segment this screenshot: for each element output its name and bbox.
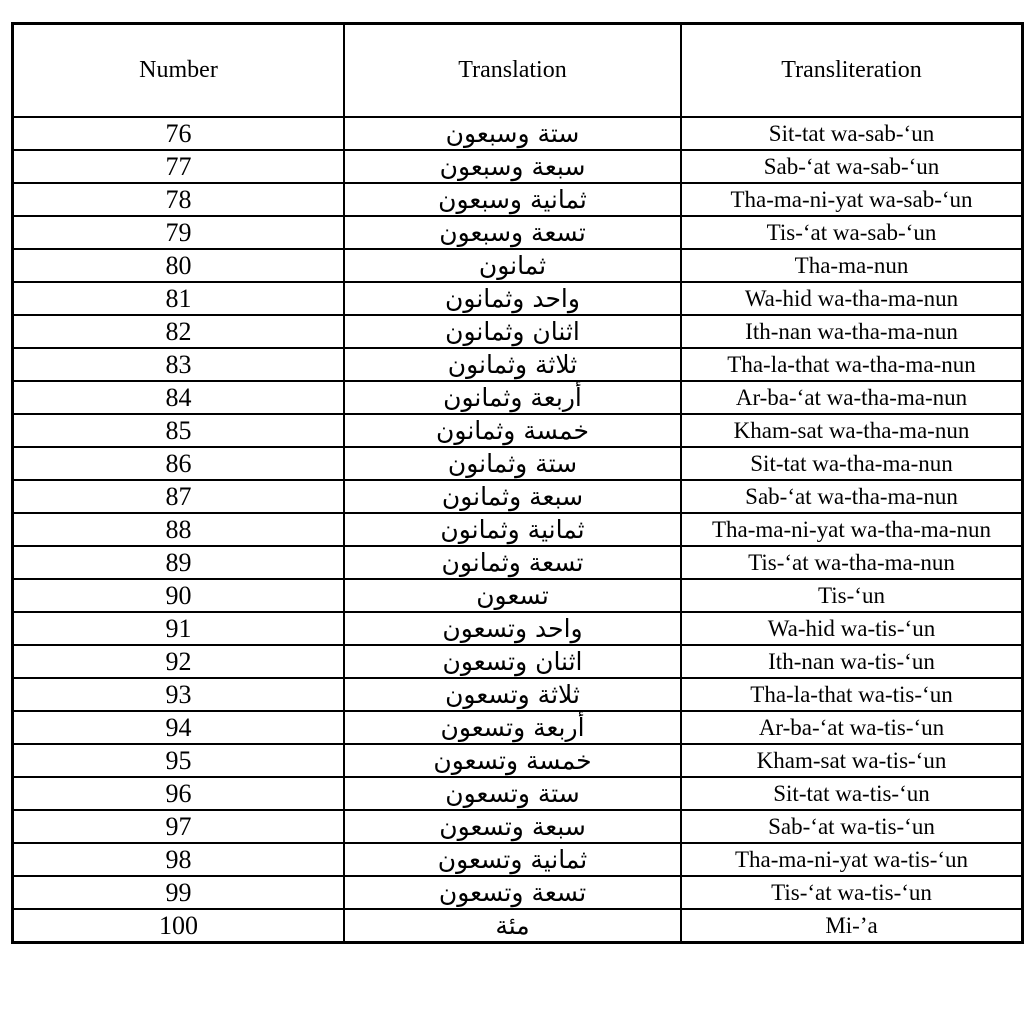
transliteration-cell: Mi-’a <box>681 909 1023 943</box>
table-row <box>13 777 1023 810</box>
number-cell: 77 <box>13 150 345 183</box>
number-cell: 76 <box>13 117 345 150</box>
transliteration-cell: Tha-ma-ni-yat wa-sab-‘un <box>681 183 1023 216</box>
table-row <box>13 315 1023 348</box>
transliteration-cell: Tha-ma-ni-yat wa-tha-ma-nun <box>681 513 1023 546</box>
transliteration-cell: Ar-ba-‘at wa-tis-‘un <box>681 711 1023 744</box>
transliteration-cell: Ith-nan wa-tis-‘un <box>681 645 1023 678</box>
translation-cell: ثلاثة وتسعون <box>344 678 681 711</box>
number-cell: 90 <box>13 579 345 612</box>
table-row <box>13 117 1023 150</box>
number-cell: 92 <box>13 645 345 678</box>
number-cell: 87 <box>13 480 345 513</box>
number-cell: 78 <box>13 183 345 216</box>
transliteration-cell: Tha-la-that wa-tha-ma-nun <box>681 348 1023 381</box>
table-row <box>13 150 1023 183</box>
table-row <box>13 711 1023 744</box>
transliteration-cell: Tis-‘at wa-tha-ma-nun <box>681 546 1023 579</box>
transliteration-cell: Sab-‘at wa-tha-ma-nun <box>681 480 1023 513</box>
table-row <box>13 513 1023 546</box>
number-cell: 81 <box>13 282 345 315</box>
translation-cell: أربعة وتسعون <box>344 711 681 744</box>
translation-cell: ستة وسبعون <box>344 117 681 150</box>
number-cell: 97 <box>13 810 345 843</box>
transliteration-cell: Ith-nan wa-tha-ma-nun <box>681 315 1023 348</box>
transliteration-cell: Tha-ma-nun <box>681 249 1023 282</box>
transliteration-cell: Sab-‘at wa-tis-‘un <box>681 810 1023 843</box>
table-row <box>13 810 1023 843</box>
number-cell: 96 <box>13 777 345 810</box>
number-cell: 88 <box>13 513 345 546</box>
transliteration-cell: Tis-‘un <box>681 579 1023 612</box>
transliteration-cell: Wa-hid wa-tis-‘un <box>681 612 1023 645</box>
header-number: Number <box>13 24 345 118</box>
number-cell: 83 <box>13 348 345 381</box>
number-cell: 82 <box>13 315 345 348</box>
table-row <box>13 546 1023 579</box>
number-cell: 84 <box>13 381 345 414</box>
table-row <box>13 447 1023 480</box>
number-cell: 85 <box>13 414 345 447</box>
translation-cell: تسعون <box>344 579 681 612</box>
table-row <box>13 579 1023 612</box>
transliteration-cell: Tis-‘at wa-sab-‘un <box>681 216 1023 249</box>
number-cell: 86 <box>13 447 345 480</box>
header-translation: Translation <box>344 24 681 118</box>
transliteration-cell: Kham-sat wa-tha-ma-nun <box>681 414 1023 447</box>
table-row <box>13 381 1023 414</box>
translation-cell: أربعة وثمانون <box>344 381 681 414</box>
table-row <box>13 876 1023 909</box>
number-cell: 98 <box>13 843 345 876</box>
number-cell: 93 <box>13 678 345 711</box>
transliteration-cell: Tis-‘at wa-tis-‘un <box>681 876 1023 909</box>
table-header <box>13 24 1023 118</box>
translation-cell: ثمانية وتسعون <box>344 843 681 876</box>
transliteration-cell: Tha-la-that wa-tis-‘un <box>681 678 1023 711</box>
translation-cell: تسعة وتسعون <box>344 876 681 909</box>
transliteration-cell: Sit-tat wa-tis-‘un <box>681 777 1023 810</box>
table-row <box>13 744 1023 777</box>
translation-cell: اثنان وتسعون <box>344 645 681 678</box>
translation-cell: واحد وتسعون <box>344 612 681 645</box>
translation-cell: سبعة وثمانون <box>344 480 681 513</box>
arabic-numbers-table <box>11 22 1024 944</box>
number-cell: 79 <box>13 216 345 249</box>
translation-cell: واحد وثمانون <box>344 282 681 315</box>
table-row <box>13 348 1023 381</box>
number-cell: 91 <box>13 612 345 645</box>
number-cell: 80 <box>13 249 345 282</box>
table-row <box>13 249 1023 282</box>
table-header-row <box>13 24 1023 118</box>
number-cell: 95 <box>13 744 345 777</box>
transliteration-cell: Ar-ba-‘at wa-tha-ma-nun <box>681 381 1023 414</box>
translation-cell: تسعة وسبعون <box>344 216 681 249</box>
translation-cell: اثنان وثمانون <box>344 315 681 348</box>
table-row <box>13 414 1023 447</box>
translation-cell: ثمانية وسبعون <box>344 183 681 216</box>
translation-cell: ثمانية وثمانون <box>344 513 681 546</box>
translation-cell: ستة وثمانون <box>344 447 681 480</box>
table-row <box>13 645 1023 678</box>
translation-cell: خمسة وثمانون <box>344 414 681 447</box>
translation-cell: سبعة وسبعون <box>344 150 681 183</box>
translation-cell: ستة وتسعون <box>344 777 681 810</box>
translation-cell: مئة <box>344 909 681 943</box>
number-cell: 99 <box>13 876 345 909</box>
transliteration-cell: Kham-sat wa-tis-‘un <box>681 744 1023 777</box>
number-cell: 89 <box>13 546 345 579</box>
table-row <box>13 843 1023 876</box>
translation-cell: تسعة وثمانون <box>344 546 681 579</box>
table-row <box>13 909 1023 943</box>
translation-cell: خمسة وتسعون <box>344 744 681 777</box>
table-row <box>13 480 1023 513</box>
transliteration-cell: Wa-hid wa-tha-ma-nun <box>681 282 1023 315</box>
translation-cell: ثلاثة وثمانون <box>344 348 681 381</box>
table-row <box>13 678 1023 711</box>
transliteration-cell: Sit-tat wa-tha-ma-nun <box>681 447 1023 480</box>
transliteration-cell: Sit-tat wa-sab-‘un <box>681 117 1023 150</box>
table-row <box>13 183 1023 216</box>
table-body <box>13 117 1023 943</box>
number-cell: 100 <box>13 909 345 943</box>
transliteration-cell: Sab-‘at wa-sab-‘un <box>681 150 1023 183</box>
table-row <box>13 216 1023 249</box>
table-row <box>13 282 1023 315</box>
transliteration-cell: Tha-ma-ni-yat wa-tis-‘un <box>681 843 1023 876</box>
number-cell: 94 <box>13 711 345 744</box>
table-row <box>13 612 1023 645</box>
header-transliteration: Transliteration <box>681 24 1023 118</box>
translation-cell: سبعة وتسعون <box>344 810 681 843</box>
translation-cell: ثمانون <box>344 249 681 282</box>
